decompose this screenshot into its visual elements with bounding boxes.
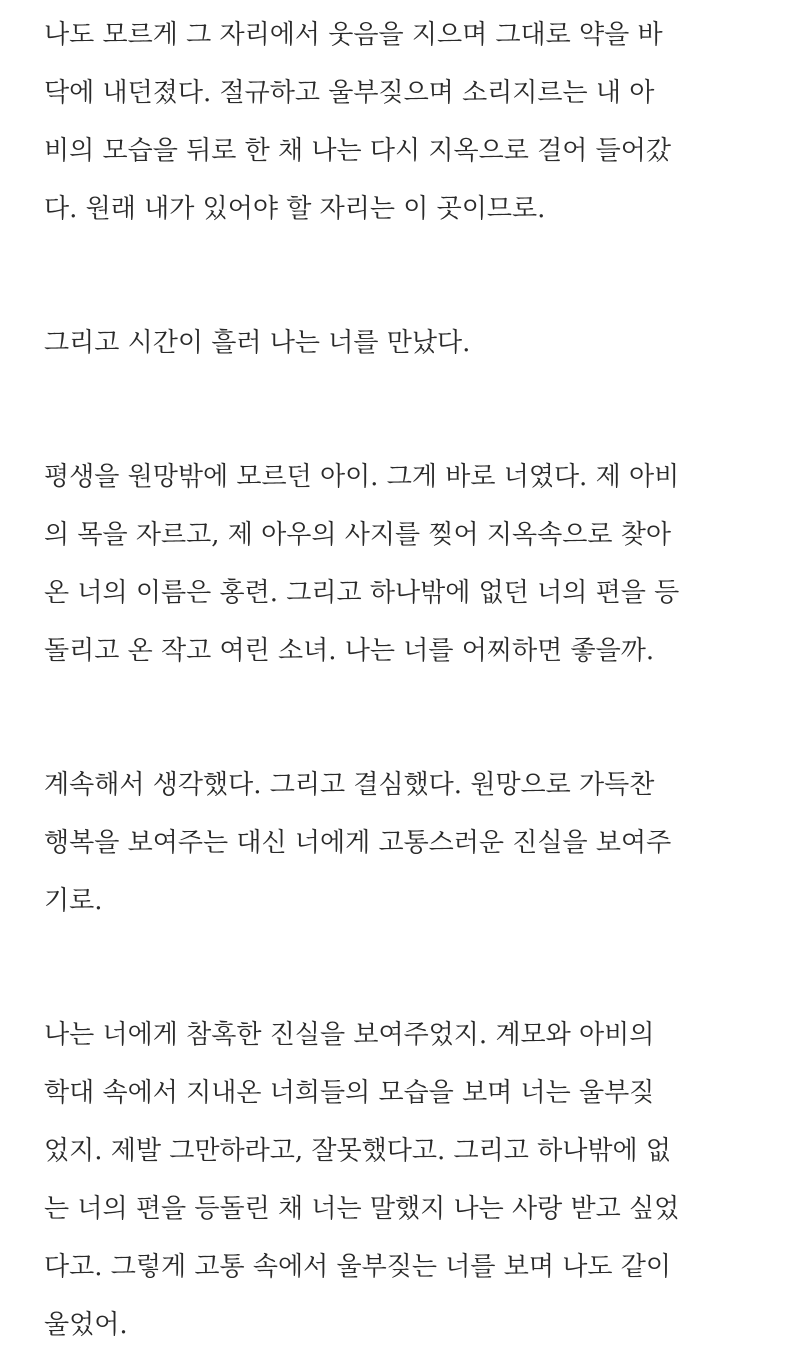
paragraph xyxy=(44,6,774,238)
text-line: 기로. xyxy=(44,886,103,916)
text-line: 행복을 보여주는 대신 너에게 고통스러운 진실을 보여주 xyxy=(44,828,672,858)
paragraph-spacer xyxy=(44,930,774,1006)
paragraph xyxy=(44,756,774,930)
text-line: 학대 속에서 지내온 너희들의 모습을 보며 너는 울부짖 xyxy=(44,1078,655,1108)
paragraph-spacer xyxy=(44,372,774,448)
paragraph-spacer xyxy=(44,238,774,314)
text-line: 계속해서 생각했다. 그리고 결심했다. 원망으로 가득찬 xyxy=(44,770,655,800)
paragraph xyxy=(44,448,774,680)
text-line: 나도 모르게 그 자리에서 웃음을 지으며 그대로 약을 바 xyxy=(44,20,663,50)
paragraph-spacer xyxy=(44,680,774,756)
paragraph xyxy=(44,1006,774,1354)
text-line: 의 목을 자르고, 제 아우의 사지를 찢어 지옥속으로 찾아 xyxy=(44,520,671,550)
text-line: 다. 원래 내가 있어야 할 자리는 이 곳이므로. xyxy=(44,194,546,224)
text-line: 평생을 원망밖에 모르던 아이. 그게 바로 너였다. 제 아비 xyxy=(44,462,680,492)
text-line: 온 너의 이름은 홍련. 그리고 하나밖에 없던 너의 편을 등 xyxy=(44,578,680,608)
text-line: 울었어. xyxy=(44,1310,128,1340)
text-line: 었지. 제발 그만하라고, 잘못했다고. 그리고 하나밖에 없 xyxy=(44,1136,671,1166)
text-line: 는 너의 편을 등돌린 채 너는 말했지 나는 사랑 받고 싶었 xyxy=(44,1194,680,1224)
text-line: 돌리고 온 작고 여린 소녀. 나는 너를 어찌하면 좋을까. xyxy=(44,636,655,666)
paragraph xyxy=(44,314,774,372)
text-line: 비의 모습을 뒤로 한 채 나는 다시 지옥으로 걸어 들어갔 xyxy=(44,136,671,166)
text-line: 닥에 내던졌다. 절규하고 울부짖으며 소리지르는 내 아 xyxy=(44,78,655,108)
article-body xyxy=(44,6,774,1354)
text-line: 그리고 시간이 흘러 나는 너를 만났다. xyxy=(44,328,471,358)
text-line: 나는 너에게 참혹한 진실을 보여주었지. 계모와 아비의 xyxy=(44,1020,655,1050)
text-line: 다고. 그렇게 고통 속에서 울부짖는 너를 보며 나도 같이 xyxy=(44,1252,671,1282)
